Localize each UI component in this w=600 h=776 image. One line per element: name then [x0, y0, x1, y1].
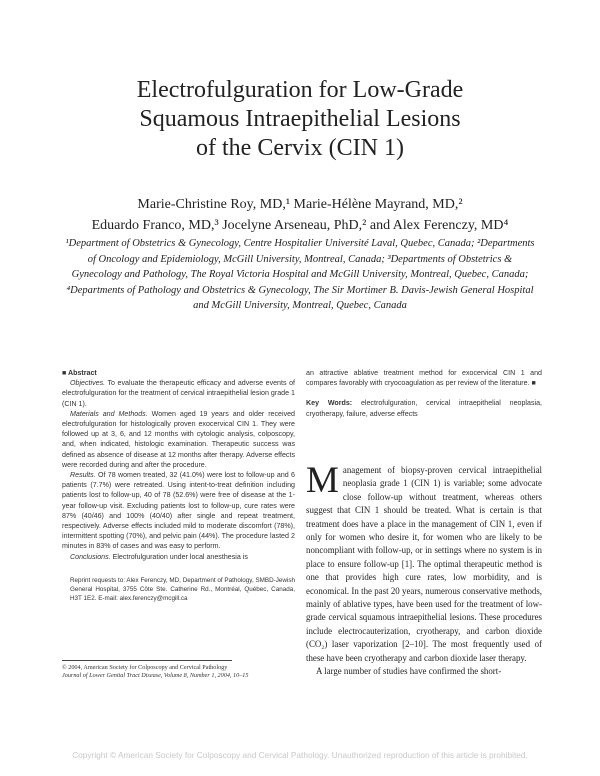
author: Marie-Hélène Mayrand, MD,²	[293, 197, 463, 212]
abstract-column	[62, 368, 295, 603]
paragraph: A large number of studies have confirmed the short-	[316, 666, 502, 677]
body-text	[306, 460, 542, 679]
author-list	[0, 194, 600, 236]
abstract-results	[62, 470, 295, 552]
objectives-label: Objectives.	[70, 379, 106, 388]
paragraph-text: anagement of biopsy-proven cervical intraepithelial neoplasia grade 1 (CIN 1) is variable; some advocate close follow-up without treatment, whereas others suggest that CIN 1 should be treated. What is certain is that treatment does have a place in the management of CIN 1, even if only for women who desire it, for women who are likely to be noncompliant with follow-up, or in settings where no system is in place to ensure follow-up [1]. The optimal therapeutic method is one that provides high cure rates, low morbidity, and is economical. In the past 20 years, numerous conservative methods, mainly of ablative types, have been used for the treatment of low-grade cervical squamous intraepithelial lesions. These procedures include electrocauterization, cryotherapy, and carbon dioxide (CO₂) laser vaporization [2–10]. The most frequently used of these have been cryotherapy and carbon dioxide laser therapy.	[306, 465, 542, 663]
author: Eduardo Franco, MD,³	[91, 218, 219, 233]
conclusions-text: Electrofulguration under local anesthesia is	[112, 552, 248, 561]
end-mark: ■	[531, 379, 536, 388]
drop-cap: M	[306, 460, 339, 501]
abstract-objectives	[62, 378, 295, 409]
conclusions-continued	[306, 368, 542, 388]
results-label: Results.	[70, 471, 96, 480]
methods-text: Women aged 19 years and older received electrofulguration for histologically proven exocervical CIN 1. They were followed up at 3, 6, and 12 months with cytologic analysis, colposcopy, and, when indicated, histologic examination. Therapeutic success was defined as absence of disease at 12 months after therapy. Adverse effects were recorded during and after the procedure.	[62, 409, 296, 469]
keywords	[306, 398, 542, 418]
keywords-label: Key Words:	[306, 399, 353, 408]
footnote-divider	[62, 660, 232, 661]
affiliations: ¹Department of Obstetrics & Gynecology, Centre Hospitalier Université Laval, Quebec, Canada; ²Departments of Oncology and Epidemiology, McGill University, Montreal, Canada; ³Departments of Obstetrics & Gynecology and Pathology, The Royal Victoria Hospital and McGill University, Montreal, Quebec, Canada; ⁴Departments of Pathology and Obstetrics & Gynecology, The Sir Mortimer B. Davis-Jewish General Hospital and McGill University, Montreal, Quebec, Canada	[65, 238, 535, 311]
copyright-line: © 2004, American Society for Colposcopy and Cervical Pathology	[62, 664, 228, 671]
author: Jocelyne Arseneau, PhD,²	[222, 218, 367, 233]
paper-title	[0, 76, 600, 163]
footer-notes	[62, 664, 302, 681]
author: and Alex Ferenczy, MD⁴	[369, 218, 509, 233]
title-line: of the Cervix (CIN 1)	[196, 135, 404, 161]
author: Marie-Christine Roy, MD,¹	[137, 197, 291, 212]
title-line: Squamous Intraepithelial Lesions	[139, 106, 461, 132]
title-line: Electrofulguration for Low-Grade	[136, 77, 464, 103]
abstract-continuation	[306, 368, 542, 419]
methods-label: Materials and Methods.	[70, 409, 148, 418]
objectives-text: To evaluate the therapeutic efficacy and adverse events of electrofulguration for the treatment of cervical intraepithelial lesion grade 1 (CIN 1).	[62, 379, 295, 408]
abstract-methods	[62, 409, 295, 470]
keywords-text: electrofulguration, cervical intraepithelial neoplasia, cryotherapy, failure, adverse effects	[306, 399, 542, 418]
results-text: Of 78 women treated, 32 (41.0%) were lost to follow-up and 6 patients (7.7%) were retreated. Using intent-to-treat definition including patients lost to follow-up, 40 of 78 (52.6%) were free of disease at the 1-year follow-up visit. Excluding patients lost to follow-up, cure rates were 87% (40/46) and 100% (40/40) after single and repeat treatment, respectively. Adverse effects included mild to moderate discomfort (78%), intermittent spotting (70%), and pelvic pain (44%). The procedure lasted 2 minutes in 83% of cases and was easy to perform.	[62, 471, 295, 551]
conclusions-label: Conclusions.	[70, 552, 111, 561]
reprint-requests: Reprint requests to: Alex Ferenczy, MD, Department of Pathology, SMBD-Jewish General Hospital, 3755 Côte Ste. Catherine Rd., Montréal, Québec, Canada, H3T 1E2. E-mail: alex.ferenczy@mcgill.ca	[70, 576, 295, 602]
journal-citation: Journal of Lower Genital Tract Disease, Volume 8, Number 1, 2004, 10–15	[62, 672, 249, 680]
paragraph	[306, 460, 542, 665]
abstract-heading: ■ Abstract	[62, 369, 97, 377]
abstract-conclusions	[62, 552, 295, 562]
copyright-watermark: Copyright © American Society for Colposcopy and Cervical Pathology. Unauthorized reproduction of this article is prohibited.	[72, 750, 528, 760]
conclusions-cont-text: an attractive ablative treatment method for exocervical CIN 1 and compares favorably with cryocoagulation as per review of the literature.	[306, 369, 542, 388]
